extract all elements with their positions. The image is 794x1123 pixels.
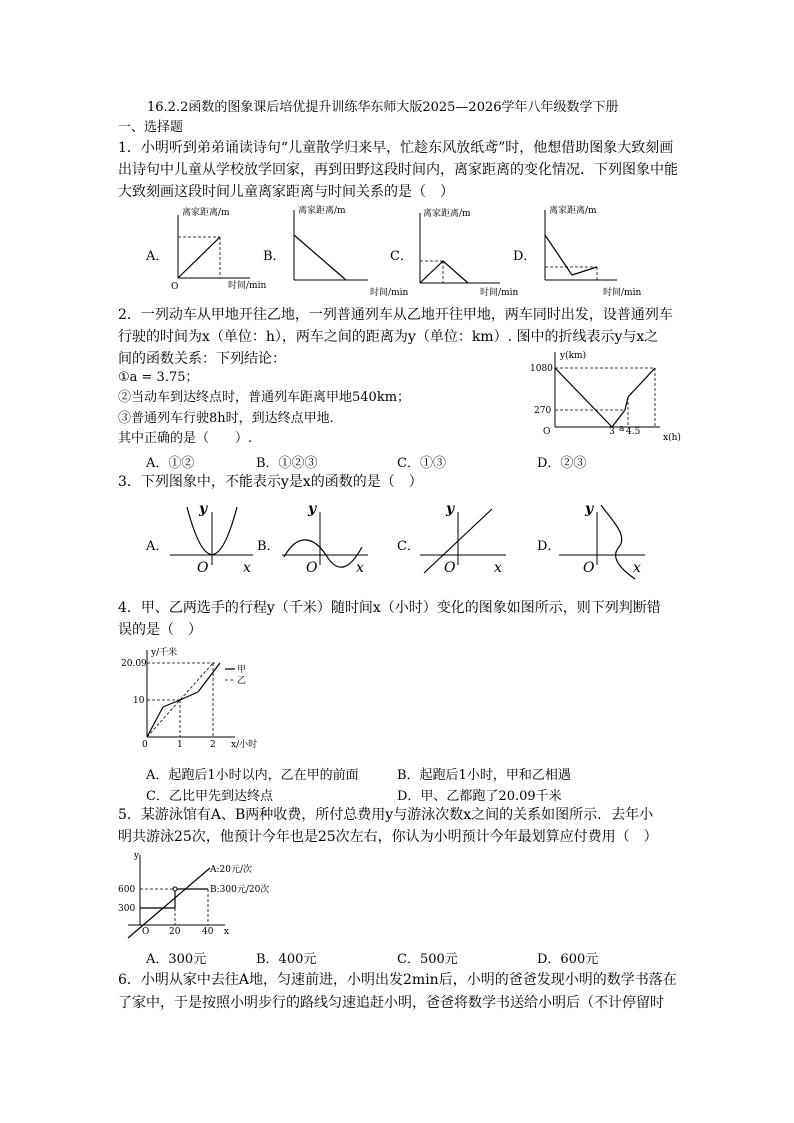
- q2-x3: 3: [609, 427, 615, 437]
- q2-line-3: 间的函数关系：下列结论：: [118, 351, 286, 367]
- q4-ylabel: y/千米: [151, 648, 178, 658]
- q3a-x: x: [243, 560, 251, 576]
- q1d-xlabel: 时间/min: [603, 288, 642, 298]
- q1-option-a[interactable]: A．: [146, 249, 169, 264]
- q3-graph-a: [165, 497, 265, 582]
- q6-line-2: 了家中，于是按照小明步行的路线匀速追赶小明，爸爸将数学书送给小明后（不计停留时: [118, 995, 664, 1011]
- q2-origin: O: [543, 427, 551, 437]
- q4-option-d[interactable]: D．甲、乙都跑了20.09千米: [397, 789, 562, 804]
- q4-line-2: 误的是（ ）: [118, 622, 202, 638]
- q2-xlabel: x(h): [663, 433, 681, 443]
- q2-option-b[interactable]: B．①②③: [256, 456, 318, 471]
- page-title: 16.2.2函数的图象课后培优提升训练华东师大版2025—2026学年八年级数学下册: [147, 100, 619, 115]
- q5-graph: [120, 850, 330, 942]
- q3d-y: y: [585, 501, 594, 517]
- section-heading: 一、选择题: [118, 120, 184, 135]
- q4-origin: 0: [142, 740, 148, 750]
- q5-xlabel: x: [224, 927, 230, 937]
- q3-option-d[interactable]: D．: [537, 539, 561, 554]
- q1b-xlabel: 时间/min: [370, 288, 409, 298]
- q2-option-d[interactable]: D．②③: [537, 456, 587, 471]
- q2-question: 其中正确的是（ ）.: [118, 431, 253, 446]
- q5-y600: 600: [118, 885, 136, 895]
- q5-y300: 300: [118, 904, 136, 914]
- q4-x1: 1: [177, 740, 183, 750]
- q5-origin: O: [142, 927, 150, 937]
- q5-x20: 20: [169, 927, 181, 937]
- q3d-origin: O: [583, 560, 595, 576]
- q3-graph-d: [557, 497, 657, 582]
- q4-graph: [121, 645, 285, 755]
- q4-legend-yi: 乙: [237, 676, 247, 686]
- q2-line-1: 2．一列动车从甲地开往乙地，一列普通列车从乙地开往甲地，两车同时出发，设普通列车: [118, 307, 673, 323]
- q2-graph: [530, 350, 690, 442]
- q5-x40: 40: [202, 927, 214, 937]
- q5-ylabel: y: [134, 851, 140, 861]
- q1c-ylabel: 离家距离/m: [423, 209, 471, 219]
- q1a-ylabel: 离家距离/m: [182, 208, 230, 218]
- q2-y1080: 1080: [530, 364, 553, 374]
- q2-ylabel: y(km): [560, 351, 587, 361]
- q1-line-1: 1．小明听到弟弟诵读诗句“儿童散学归来早，忙趁东风放纸鸢”时，他想借助图象大致刻画: [118, 140, 674, 156]
- q3d-x: x: [633, 560, 641, 576]
- q1-option-d[interactable]: D．: [513, 249, 537, 264]
- q3a-y: y: [199, 501, 208, 517]
- q4-legend-jia: 甲: [237, 665, 247, 675]
- q1-graph-c: [410, 205, 520, 298]
- q1-graph-d: [537, 205, 647, 298]
- q4-option-c[interactable]: C．乙比甲先到达终点: [146, 789, 273, 804]
- q3c-origin: O: [444, 560, 456, 576]
- q3-question: 3．下列图象中，不能表示y是x的函数的是（ ）: [118, 474, 423, 490]
- q2-statement-1: ①a = 3.75；: [118, 370, 199, 385]
- q1d-ylabel: 离家距离/m: [549, 206, 597, 216]
- q2-statement-3: ③普通列车行驶8h时，到达终点甲地.: [118, 411, 334, 426]
- q4-option-a[interactable]: A．起跑后1小时以内，乙在甲的前面: [146, 768, 359, 783]
- q6-line-1: 6．小明从家中去往A地，匀速前进，小明出发2min后，小明的爸爸发现小明的数学书落在: [118, 972, 677, 988]
- q2-x45: 4.5: [626, 427, 641, 437]
- q1a-origin: O: [171, 282, 179, 292]
- q5-label-b: B:300元/20次: [210, 885, 270, 895]
- q1-option-c[interactable]: C．: [390, 249, 413, 264]
- q3-option-b[interactable]: B．: [257, 539, 280, 554]
- q3c-x: x: [494, 560, 502, 576]
- q1-option-b[interactable]: B．: [263, 249, 286, 264]
- q2-line-2: 行驶的时间为x（单位：h），两车之间的距离为y（单位：km）. 图中的折线表示y与x之: [118, 329, 659, 345]
- q4-x2: 2: [210, 740, 216, 750]
- q1-line-3: 大致刻画这段时间儿童离家距离与时间关系的是（ ）: [118, 184, 454, 200]
- q3c-y: y: [446, 501, 455, 517]
- q5-line-1: 5．某游泳馆有A、B两种收费，所付总费用y与游泳次数x之间的关系如图所示．去年小: [118, 807, 654, 823]
- q5-label-a: A:20元/次: [210, 865, 253, 875]
- q4-y10: 10: [133, 696, 145, 706]
- q5-line-2: 明共游泳25次，他预计今年也是25次左右，你认为小明预计今年最划算应付费用（ ）: [118, 829, 658, 845]
- q1-graph-b: [286, 205, 409, 298]
- q3b-origin: O: [306, 560, 318, 576]
- q3-graph-c: [418, 497, 518, 582]
- q2-option-c[interactable]: C．①③: [397, 456, 446, 471]
- q3b-x: x: [356, 560, 364, 576]
- q4-option-b[interactable]: B．起跑后1小时，甲和乙相遇: [397, 768, 571, 783]
- q2-y270: 270: [534, 406, 552, 416]
- q1-line-2: 出诗句中儿童从学校放学回家，再到田野这段时间内，离家距离的变化情况．下列图象中能: [118, 162, 678, 178]
- q3-option-a[interactable]: A．: [146, 539, 169, 554]
- q3b-y: y: [308, 501, 317, 517]
- q3-option-c[interactable]: C．: [397, 539, 420, 554]
- q2-option-a[interactable]: A．①②: [146, 456, 195, 471]
- q5-option-c[interactable]: C．500元: [397, 952, 458, 967]
- q1b-ylabel: 离家距离/m: [298, 206, 346, 216]
- q4-xlabel: x/小时: [231, 740, 258, 750]
- q2-xa: a: [619, 424, 625, 434]
- q4-line-1: 4．甲、乙两选手的行程y（千米）随时间x（小时）变化的图象如图所示，则下列判断错: [118, 600, 661, 616]
- q5-option-a[interactable]: A．300元: [146, 952, 207, 967]
- q3-graph-b: [280, 497, 380, 582]
- q1c-xlabel: 时间/min: [480, 288, 519, 298]
- q1-graph-a: [168, 205, 268, 295]
- q2-statement-2: ②当动车到达终点时，普通列车距离甲地540km；: [118, 390, 411, 405]
- q3a-origin: O: [197, 560, 209, 576]
- q5-option-d[interactable]: D．600元: [537, 952, 599, 967]
- q1a-xlabel: 时间/min: [228, 281, 267, 291]
- q4-y2009: 20.09: [121, 659, 147, 669]
- q5-option-b[interactable]: B．400元: [256, 952, 317, 967]
